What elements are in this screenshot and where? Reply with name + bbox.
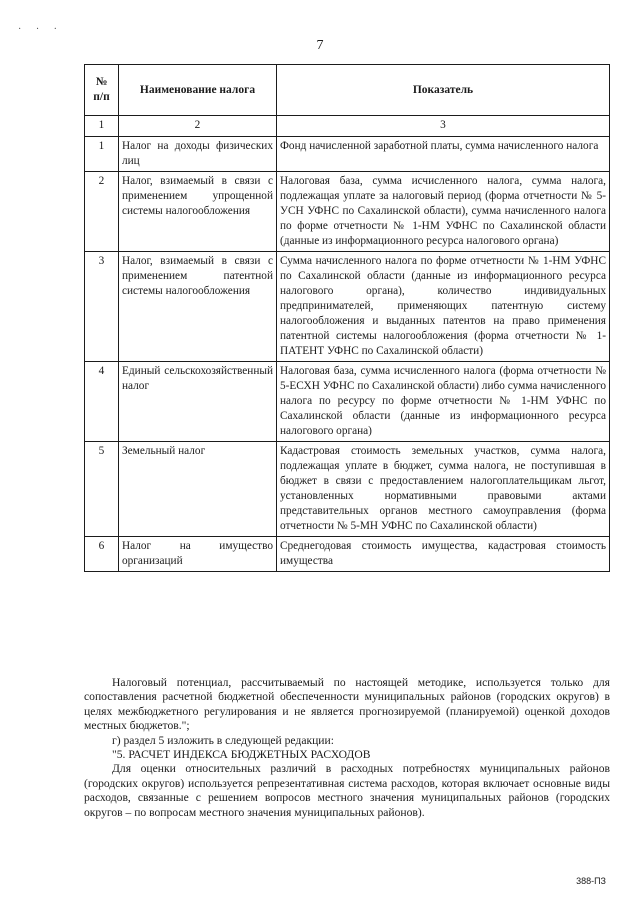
- table-row: [85, 252, 610, 362]
- row-indicator: Кадастровая стоимость земельных участков, сумма налога, подлежащая уплате в бюджет, сумма налога, не поступившая в бюджет в связи с предоставлением налогоплательщикам льгот, установленных нормативными правовыми актами представительных органов местного самоуправления (форма отчетности № 5-МН УФНС по Сахалинской области): [277, 442, 610, 537]
- numbering-cell: 2: [119, 116, 277, 137]
- body-text: [84, 676, 610, 820]
- row-indicator: Налоговая база, сумма исчисленного налога, сумма налога, подлежащая уплате за налоговый период (форма отчетности № 5-УСН УФНС по Сахалинской области), сумма начисленного налога по форме отчетности № 1-НМ УФНС по Сахалинской области (данные из информационного ресурса налогового органа): [277, 172, 610, 252]
- row-number: 5: [85, 442, 119, 537]
- row-indicator: Фонд начисленной заработной платы, сумма начисленного налога: [277, 137, 610, 172]
- paragraph-expenditure-index: Для оценки относительных различий в расходных потребностях муниципальных районов (городских округов) используется репрезентативная система расходов, которая включает основные виды расходов, связанные с решением вопросов местного значения муниципальных районов (городских округов – по вопросам местного значения муниципальных районов).: [84, 762, 610, 819]
- table-numbering-row: [85, 116, 610, 137]
- paragraph-tax-potential-note: Налоговый потенциал, рассчитываемый по настоящей методике, используется только для сопоставления расчетной бюджетной обеспеченности муниципальных районов (городских округов) в целях межбюджетного регулирования и не является прогнозируемой (планируемой) оценкой доходов местных бюджетов.";: [84, 676, 610, 733]
- numbering-cell: 1: [85, 116, 119, 137]
- row-indicator: Налоговая база, сумма исчисленного налога (форма отчетности № 5-ЕСХН УФНС по Сахалинской области) либо сумма начисленного налога по ресурсу по форме отчетности № 1-НМ УФНС по Сахалинской области (данные из информационного ресурса налогового органа): [277, 362, 610, 442]
- header-indicator: Показатель: [277, 65, 610, 116]
- document-code: 388-ПЗ: [576, 876, 606, 886]
- table-row: [85, 137, 610, 172]
- section-heading: "5. РАСЧЕТ ИНДЕКСА БЮДЖЕТНЫХ РАСХОДОВ: [112, 748, 371, 762]
- row-number: 6: [85, 537, 119, 572]
- scan-artifact-dots: · · ·: [18, 24, 63, 35]
- paragraph-section-instruction: г) раздел 5 изложить в следующей редакции:: [112, 733, 334, 747]
- row-tax-name: Единый сельскохозяйственный налог: [119, 362, 277, 442]
- header-number: № п/п: [85, 65, 119, 116]
- row-tax-name: Налог, взимаемый в связи с применением упрощенной системы налогообложения: [119, 172, 277, 252]
- row-tax-name: Налог на имущество организаций: [119, 537, 277, 572]
- page-number: 7: [316, 38, 324, 53]
- table-row: [85, 172, 610, 252]
- row-number: 3: [85, 252, 119, 362]
- row-number: 2: [85, 172, 119, 252]
- tax-indicator-table: [84, 64, 610, 572]
- table-row: [85, 362, 610, 442]
- row-indicator: Сумма начисленного налога по форме отчетности № 1-НМ УФНС по Сахалинской области (данные из информационного ресурса налогового органа), количество индивидуальных предпринимателей, применяющих патентную систему налогообложения и выданных патентов на право применения патентной системы налогообложения (форма отчетности № 1-ПАТЕНТ УФНС по Сахалинской области): [277, 252, 610, 362]
- row-number: 1: [85, 137, 119, 172]
- row-number: 4: [85, 362, 119, 442]
- row-tax-name: Земельный налог: [119, 442, 277, 537]
- numbering-cell: 3: [277, 116, 610, 137]
- table-header-row: [85, 65, 610, 116]
- header-tax-name: Наименование налога: [119, 65, 277, 116]
- row-tax-name: Налог на доходы физических лиц: [119, 137, 277, 172]
- row-tax-name: Налог, взимаемый в связи с применением патентной системы налогообложения: [119, 252, 277, 362]
- table-row: [85, 442, 610, 537]
- row-indicator: Среднегодовая стоимость имущества, кадастровая стоимость имущества: [277, 537, 610, 572]
- table-row: [85, 537, 610, 572]
